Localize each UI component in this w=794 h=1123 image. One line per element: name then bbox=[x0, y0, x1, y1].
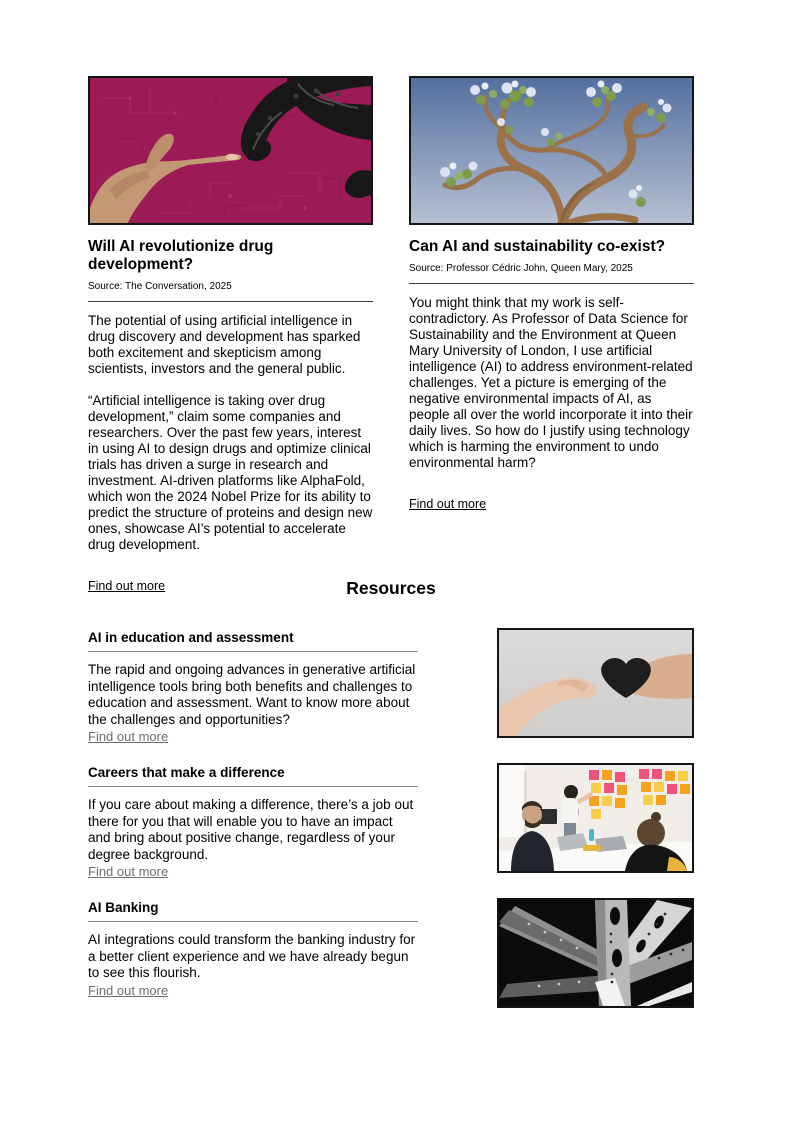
resource-careers bbox=[88, 763, 694, 881]
divider bbox=[88, 921, 418, 922]
paper-heart-hands-illustration bbox=[499, 630, 692, 736]
resource-education bbox=[88, 628, 694, 746]
find-out-more-link[interactable]: Find out more bbox=[88, 578, 166, 593]
resource-title: Careers that make a difference bbox=[88, 765, 285, 780]
resource-body: The rapid and ongoing advances in generative artificial intelligence tools bring both benefits and challenges to education and assessment. Want to know more about the challenges and opportunities? bbox=[88, 662, 416, 727]
resources-heading: Resources bbox=[346, 578, 436, 598]
article-title: Can AI and sustainability co-exist? bbox=[409, 238, 666, 255]
divider bbox=[88, 301, 373, 302]
article-drug-development bbox=[88, 76, 373, 595]
resource-text bbox=[88, 628, 418, 746]
find-out-more-link[interactable]: Find out more bbox=[88, 864, 169, 879]
banking-image bbox=[497, 898, 694, 1008]
sustainability-image bbox=[409, 76, 694, 225]
resource-body: If you care about making a difference, there’s a job out there for you that will enable you to have an impact and bring about positive change, regardless of your degree background. bbox=[88, 797, 414, 862]
steel-girders-illustration bbox=[499, 900, 692, 1006]
find-out-more-link[interactable]: Find out more bbox=[88, 729, 169, 744]
article-source: Source: Professor Cédric John, Queen Mary, 2025 bbox=[409, 262, 633, 274]
articles-row bbox=[88, 76, 694, 595]
find-out-more-link[interactable]: Find out more bbox=[409, 496, 487, 511]
article-paragraph: The potential of using artificial intelligence in drug discovery and development has sparked both excitement and skepticism among scientists, investors and the general public. bbox=[88, 312, 361, 376]
resource-body: AI integrations could transform the banking industry for a better client experience and we have already begun to see this flourish. bbox=[88, 932, 416, 980]
resource-title: AI Banking bbox=[88, 900, 159, 915]
resource-text bbox=[88, 898, 418, 1000]
resource-banking bbox=[88, 898, 694, 1008]
team-meeting-illustration bbox=[499, 765, 692, 871]
bonsai-tree-illustration bbox=[411, 78, 692, 223]
careers-image bbox=[497, 763, 694, 873]
divider bbox=[88, 786, 418, 787]
article-paragraph: “Artificial intelligence is taking over drug development,” claim some companies and researchers. Over the past few years, interest in using AI to design drugs and optimize clinical trials has driven a surge in research and investment. AI-driven platforms like AlphaFold, which won the 2024 Nobel Prize for its ability to predict the structure of proteins and design new ones, showcase AI’s potential to accelerate drug development. bbox=[88, 392, 373, 552]
resource-text bbox=[88, 763, 418, 881]
resource-title: AI in education and assessment bbox=[88, 630, 294, 645]
education-image bbox=[497, 628, 694, 738]
drug-development-image bbox=[88, 76, 373, 225]
article-source: Source: The Conversation, 2025 bbox=[88, 280, 232, 292]
human-robot-hands-illustration bbox=[90, 78, 371, 223]
article-title: Will AI revolutionize drug development? bbox=[88, 238, 274, 273]
find-out-more-link[interactable]: Find out more bbox=[88, 982, 169, 998]
article-paragraph: You might think that my work is self-contradictory. As Professor of Data Science for Sustainability and the Environment at Queen Mary University of London, I use artificial intelligence (AI) to address environment-related challenges. Yet a picture is emerging of the negative environmental impacts of AI, as people all over the world incorporate it into their daily lives. So how do I justify using technology which is harming the environment to undo environmental harm? bbox=[409, 294, 693, 470]
divider bbox=[88, 651, 418, 652]
divider bbox=[409, 283, 694, 284]
article-sustainability bbox=[409, 76, 694, 595]
